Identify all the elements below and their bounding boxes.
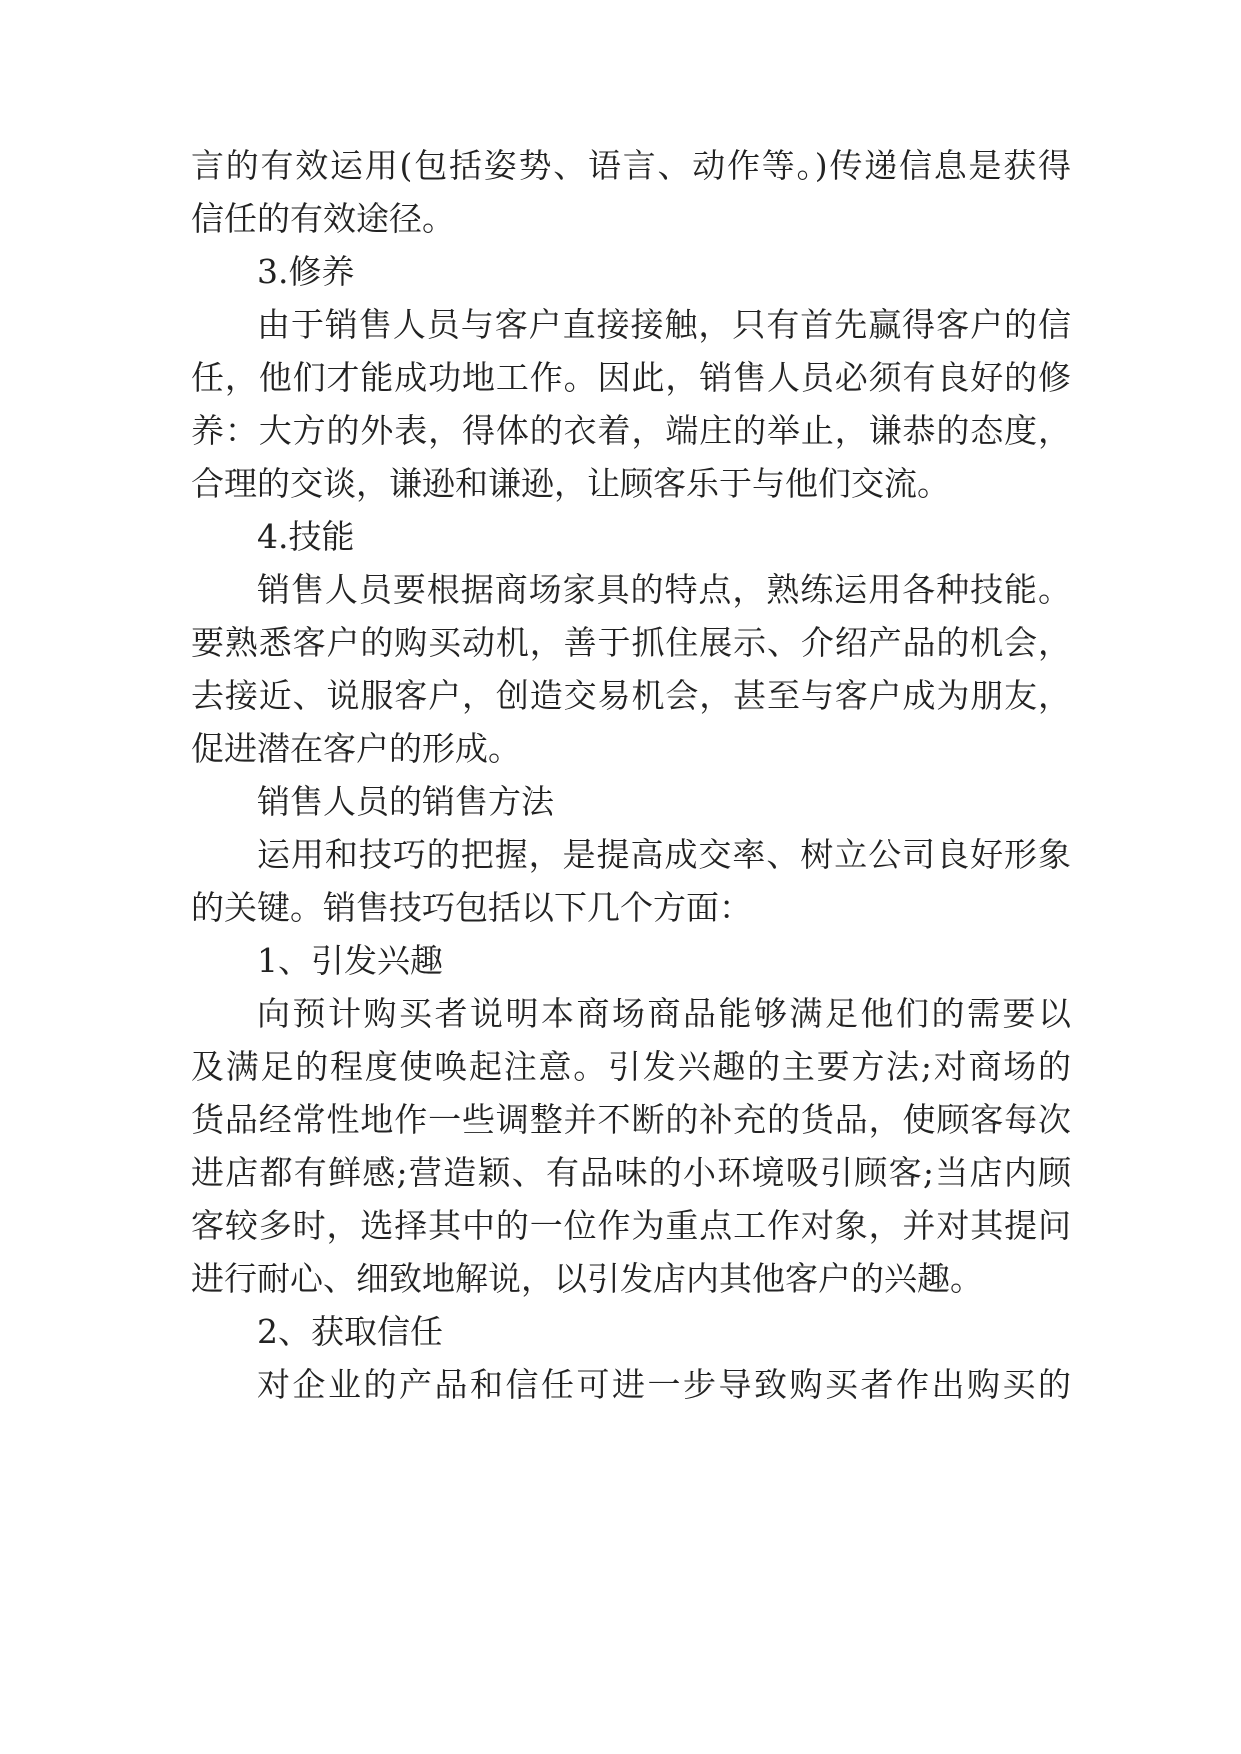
body-text-line: 运用和技巧的把握，是提高成交率、树立公司良好形象 <box>257 835 1071 874</box>
body-text-line: 货品经常性地作一些调整并不断的补充的货品，使顾客每次 <box>191 1100 1071 1139</box>
body-text-line: 由于销售人员与客户直接接触，只有首先赢得客户的信 <box>257 305 1071 344</box>
body-text-line: 促进潜在客户的形成。 <box>191 729 521 768</box>
body-text-line: 进店都有鲜感;营造颖、有品味的小环境吸引顾客;当店内顾 <box>191 1153 1071 1192</box>
body-text-line: 的关键。销售技巧包括以下几个方面： <box>191 888 752 927</box>
section-heading: 4.技能 <box>257 517 355 556</box>
body-text-line: 要熟悉客户的购买动机，善于抓住展示、介绍产品的机会， <box>191 623 1071 662</box>
section-heading: 销售人员的销售方法 <box>257 782 554 821</box>
body-text-line: 向预计购买者说明本商场商品能够满足他们的需要以 <box>257 994 1071 1033</box>
body-text-line: 及满足的程度使唤起注意。引发兴趣的主要方法;对商场的 <box>191 1047 1071 1086</box>
body-text-line: 去接近、说服客户，创造交易机会，甚至与客户成为朋友， <box>191 676 1071 715</box>
body-text-line: 对企业的产品和信任可进一步导致购买者作出购买的 <box>257 1365 1071 1404</box>
body-text-line: 客较多时，选择其中的一位作为重点工作对象，并对其提问 <box>191 1206 1071 1245</box>
body-text-line: 任，他们才能成功地工作。因此，销售人员必须有良好的修 <box>191 358 1071 397</box>
section-heading: 3.修养 <box>257 252 355 291</box>
body-text-line: 销售人员要根据商场家具的特点，熟练运用各种技能。 <box>257 570 1071 609</box>
body-text-line: 养：大方的外表，得体的衣着，端庄的举止，谦恭的态度， <box>191 411 1071 450</box>
body-text-line: 合理的交谈，谦逊和谦逊，让顾客乐于与他们交流。 <box>191 464 950 503</box>
body-text-line: 信任的有效途径。 <box>191 199 455 238</box>
body-text-line: 言的有效运用(包括姿势、语言、动作等。)传递信息是获得 <box>191 146 1071 185</box>
section-heading: 1、引发兴趣 <box>257 941 443 980</box>
body-text-line: 进行耐心、细致地解说，以引发店内其他客户的兴趣。 <box>191 1259 983 1298</box>
section-heading: 2、获取信任 <box>257 1312 443 1351</box>
